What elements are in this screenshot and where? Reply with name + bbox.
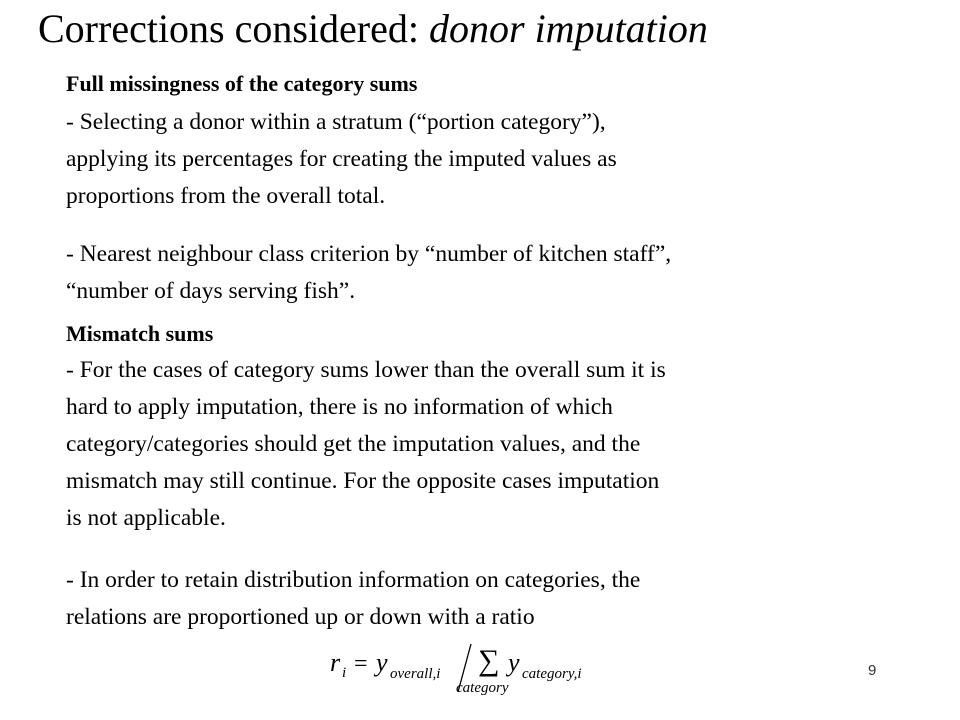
formula-den-var: y <box>508 648 520 677</box>
title-emphasis: donor imputation <box>429 6 708 51</box>
paragraph-nearest-neighbour <box>66 236 906 310</box>
formula-equals: = <box>354 651 368 677</box>
paragraph-line: - Nearest neighbour class criterion by “number of kitchen staff”, <box>66 241 672 267</box>
paragraph-line: proportions from the overall total. <box>66 183 386 209</box>
section-heading-mismatch-sums: Mismatch sums <box>66 321 214 346</box>
title-main: Corrections considered: <box>38 6 429 51</box>
formula-num-var: y <box>376 648 388 677</box>
paragraph-line: “number of days serving fish”. <box>66 278 356 304</box>
paragraph-line: mismatch may still continue. For the opposite cases imputation <box>66 468 660 494</box>
formula-num-sub: overall,i <box>390 666 441 682</box>
section-heading-full-missingness: Full missingness of the category sums <box>66 71 418 96</box>
formula-lhs-var: r <box>330 648 341 677</box>
formula-sum-symbol: ∑ <box>478 644 500 677</box>
ratio-formula <box>320 636 620 700</box>
page-number: 9 <box>868 662 877 679</box>
paragraph-category-sums <box>66 352 906 537</box>
paragraph-line: hard to apply imputation, there is no information of which <box>66 394 613 420</box>
formula-sum-under: category <box>456 680 509 696</box>
paragraph-line: is not applicable. <box>66 505 226 531</box>
paragraph-donor-selection <box>66 104 906 215</box>
paragraph-line: - For the cases of category sums lower than the overall sum it is <box>66 357 666 383</box>
slide-title <box>38 4 708 54</box>
paragraph-line: applying its percentages for creating the imputed values as <box>66 146 617 172</box>
formula-lhs-sub: i <box>342 665 347 681</box>
paragraph-line: - Selecting a donor within a stratum (“portion category”), <box>66 109 606 135</box>
formula-den-sub: category,i <box>522 666 582 682</box>
paragraph-line: category/categories should get the imputation values, and the <box>66 431 641 457</box>
paragraph-ratio <box>66 562 906 636</box>
paragraph-line: relations are proportioned up or down with a ratio <box>66 604 535 630</box>
paragraph-line: - In order to retain distribution information on categories, the <box>66 567 641 593</box>
